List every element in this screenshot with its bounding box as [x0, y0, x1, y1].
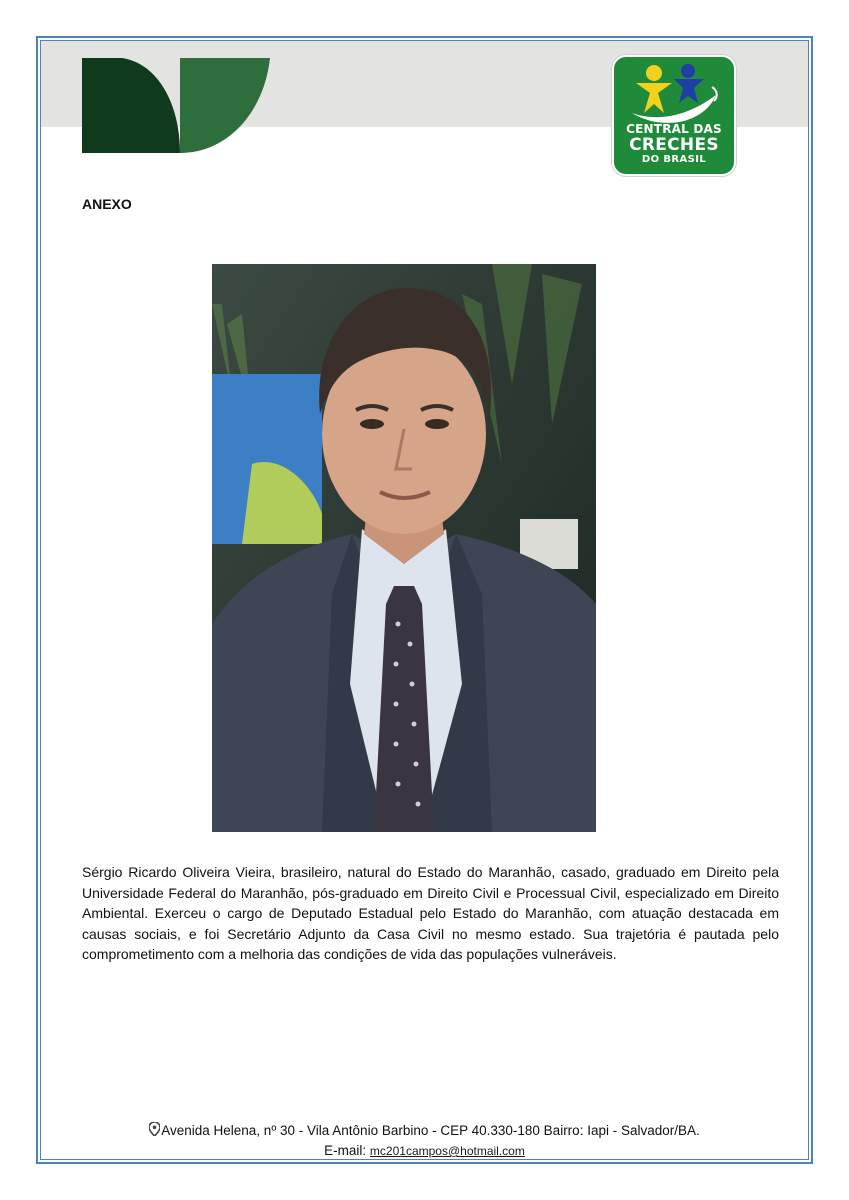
person-portrait-photo [212, 264, 596, 832]
biography-text: Sérgio Ricardo Oliveira Vieira, brasileiro, natural do Estado do Maranhão, casado, graduado em Direito pela Universidade Federal do Maranhão, pós-graduado em Direito Civil e Processual Civil, especializado em Direito Ambiental. Exerceu o cargo de Deputado Estadual pelo Estado do Maranhão, com atuação destacada em causas sociais, e foi Secretário Adjunto da Casa Civil no mesmo estado. Sua trajetória é pautada pelo comprometimento com a melhoria das condições de vida das populações vulneráveis. [82, 864, 779, 962]
footer-address: Avenida Helena, nº 30 - Vila Antônio Barbino - CEP 40.330-180 Bairro: Iapi - Salvador/BA. [161, 1123, 700, 1138]
annex-heading: ANEXO [82, 196, 132, 212]
footer [41, 1121, 808, 1161]
logo-line-1: CENTRAL DAS [626, 122, 722, 136]
location-pin-icon [149, 1122, 160, 1141]
logo-line-3: DO BRASIL [641, 154, 707, 165]
logo-line-2: CRECHES [629, 135, 719, 155]
central-das-creches-logo [612, 55, 736, 176]
footer-email-label: E-mail: [324, 1143, 370, 1158]
footer-email-link[interactable]: mc201campos@hotmail.com [369, 1144, 525, 1158]
green-leaf-logo [82, 58, 270, 153]
footer-email-line [41, 1141, 808, 1161]
footer-address-line [41, 1121, 808, 1141]
